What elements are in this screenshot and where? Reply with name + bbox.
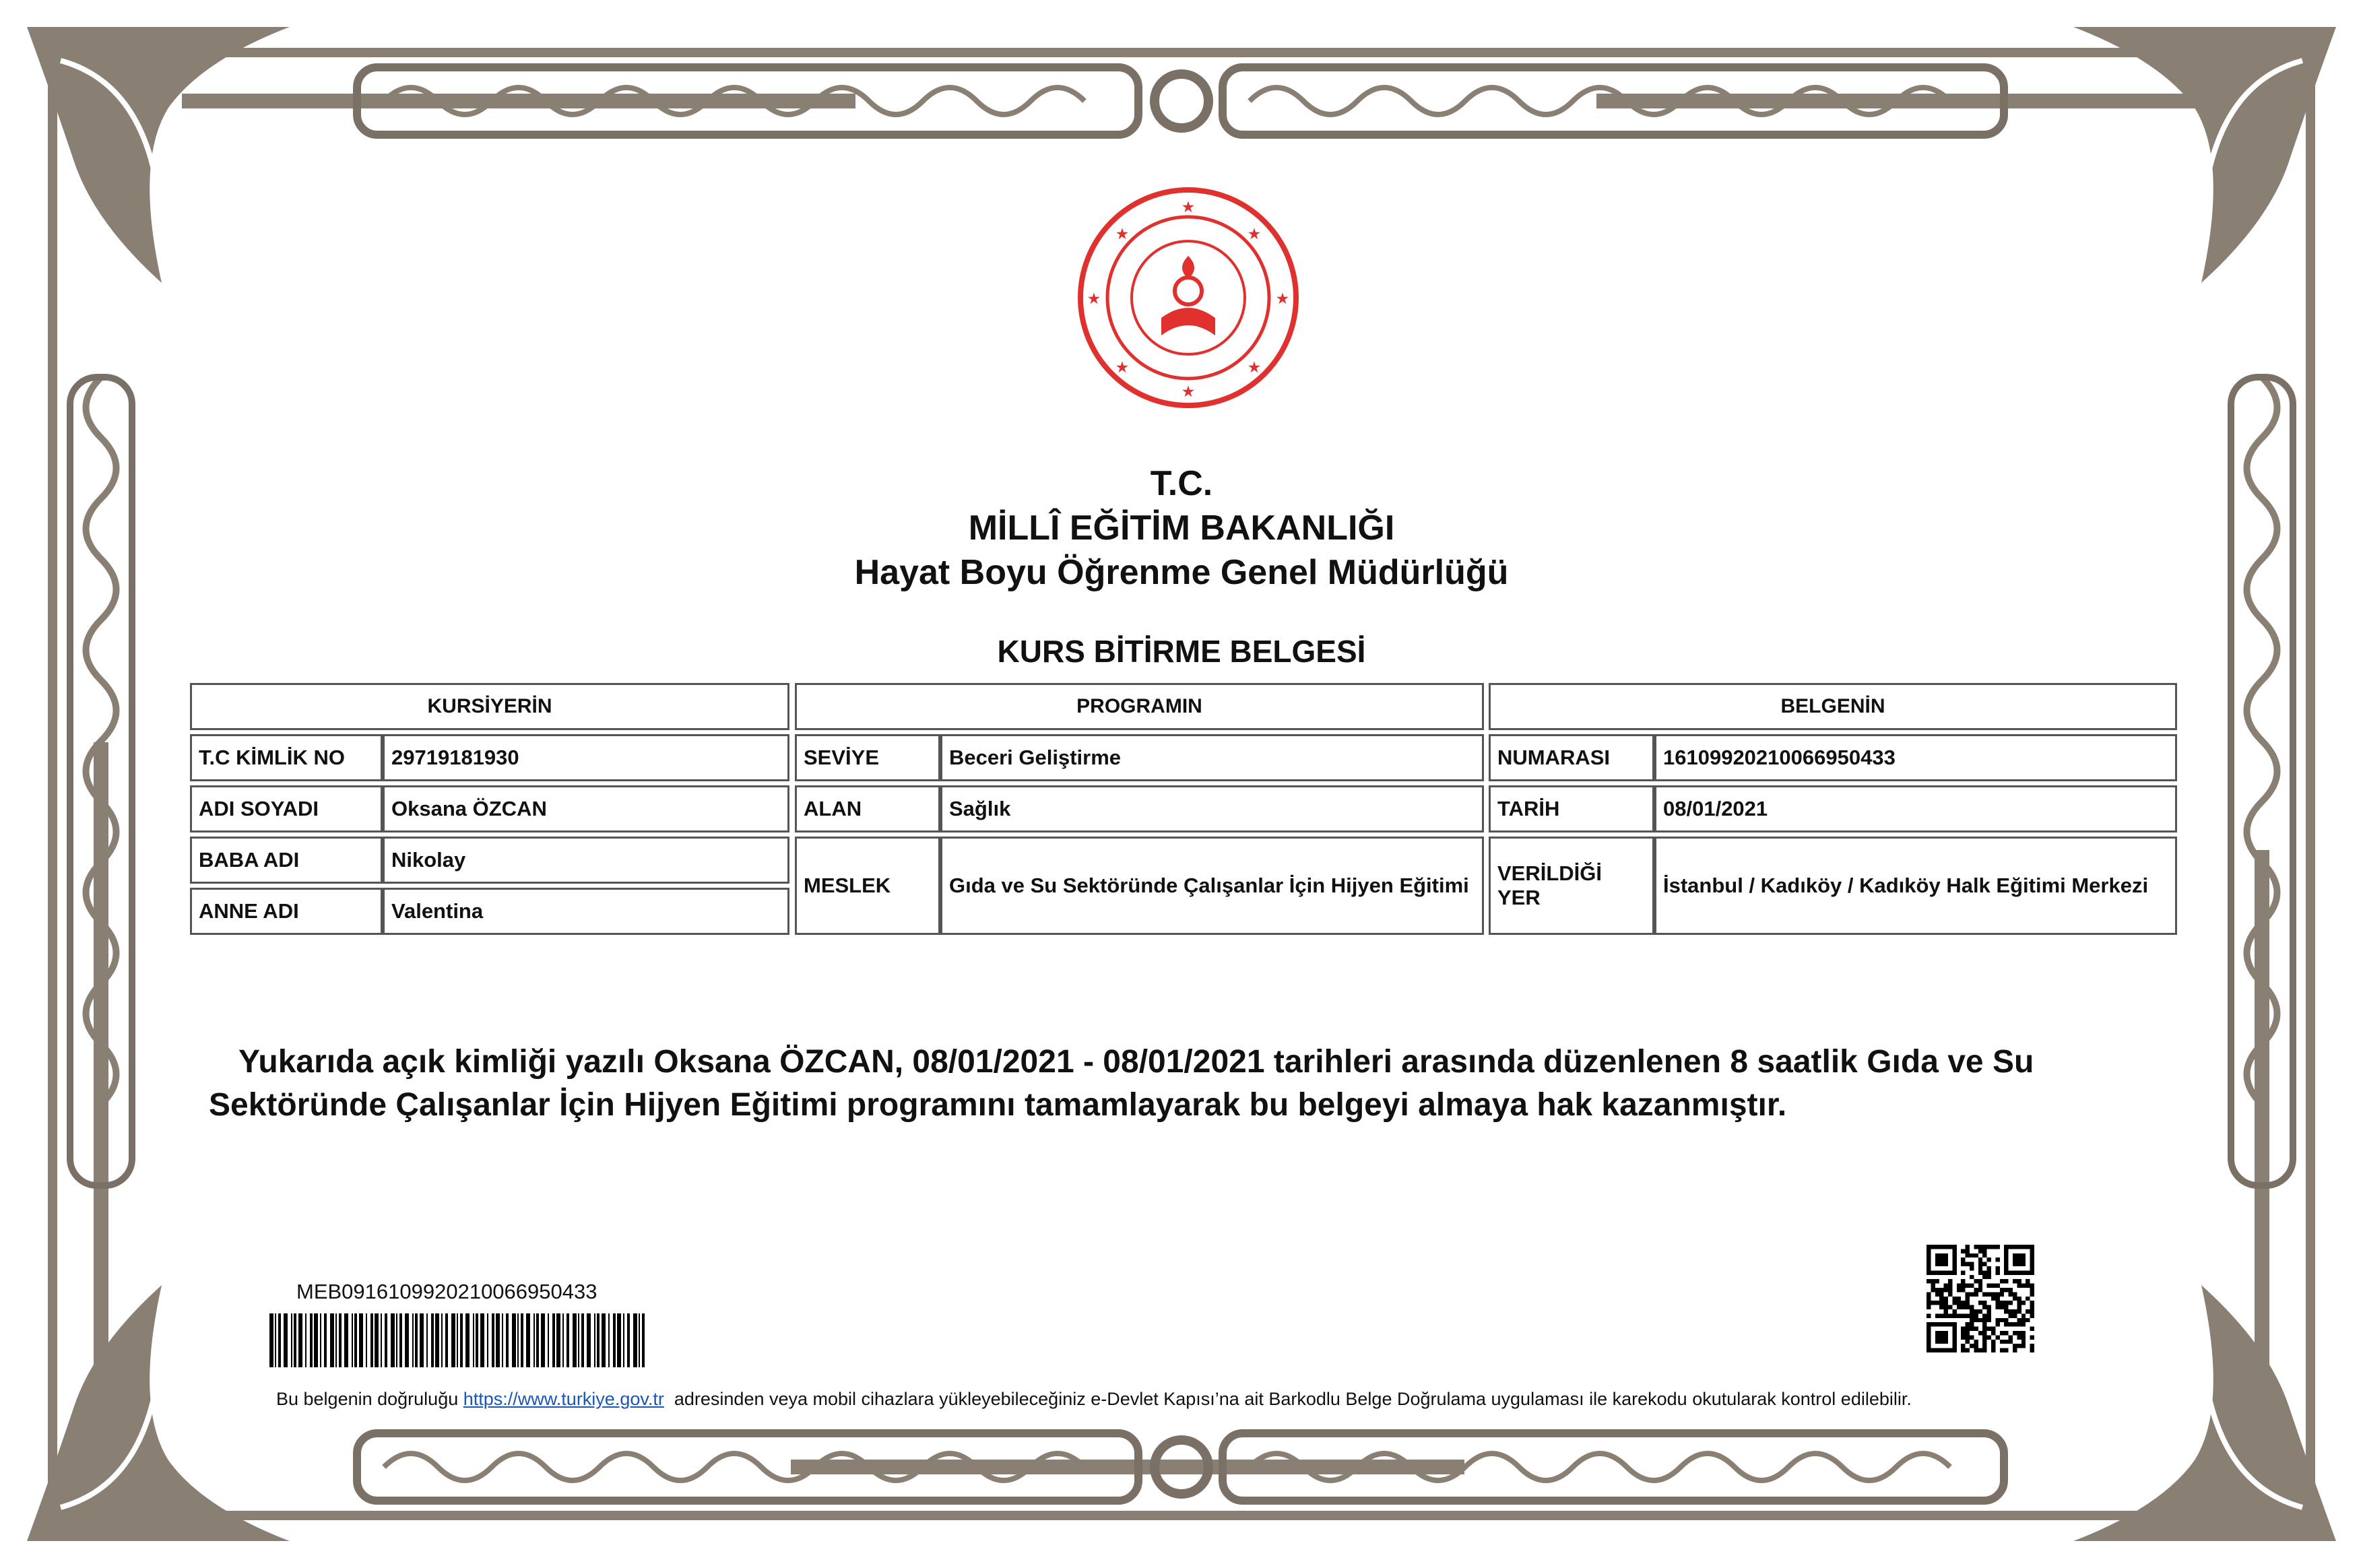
row-value: 16109920210066950433 xyxy=(1654,734,2177,781)
row-value: İstanbul / Kadıköy / Kadıköy Halk Eğitimi Merkezi xyxy=(1654,837,2177,935)
row-label: NUMARASI xyxy=(1489,734,1654,781)
table-row xyxy=(1489,785,2177,832)
certificate-heading: BELGENİN xyxy=(1489,683,2177,730)
table-row xyxy=(1489,837,2177,935)
trainee-table xyxy=(190,679,789,939)
seal-emblem xyxy=(1074,183,1303,412)
certificate-statement: Yukarıda açık kimliği yazılı Oksana ÖZCAN, 08/01/2021 - 08/01/2021 tarihleri arasında düzenlenen 8 saatlik Gıda ve Su Sektöründe Çalışanlar İçin Hijyen Eğitimi programını tamamlayarak bu belgeyi almaya hak kazanmıştır. xyxy=(209,1044,2034,1123)
ministry-name: MİLLÎ EĞİTİM BAKANLIĞI xyxy=(968,509,1395,548)
program-heading: PROGRAMIN xyxy=(795,683,1484,730)
program-table xyxy=(795,679,1484,939)
svg-text:★: ★ xyxy=(1088,292,1100,306)
barcode-graphic xyxy=(269,1313,647,1367)
verification-prefix: Bu belgenin doğruluğu xyxy=(276,1389,459,1409)
svg-text:★: ★ xyxy=(1248,227,1260,242)
trainee-heading: KURSİYERİN xyxy=(190,683,789,730)
table-row xyxy=(795,837,1484,935)
svg-text:★: ★ xyxy=(1276,292,1289,306)
row-label: MESLEK xyxy=(795,837,940,935)
certificate-table xyxy=(1489,679,2177,939)
row-label: ADI SOYADI xyxy=(190,785,383,832)
row-label: ALAN xyxy=(795,785,940,832)
verification-suffix: adresinden veya mobil cihazlara yükleyebileceğiniz e-Devlet Kapısı’na ait Barkodlu Belge Doğrulama uygulaması ile karekodu okutularak kontrol edilebilir. xyxy=(674,1389,1912,1409)
row-label: TARİH xyxy=(1489,785,1654,832)
row-value: 29719181930 xyxy=(383,734,789,781)
table-row xyxy=(1489,734,2177,781)
table-row xyxy=(190,888,789,935)
directorate-name: Hayat Boyu Öğrenme Genel Müdürlüğü xyxy=(854,553,1509,592)
row-label: T.C KİMLİK NO xyxy=(190,734,383,781)
row-label: BABA ADI xyxy=(190,837,383,884)
verification-note xyxy=(276,1389,1912,1410)
row-value: Oksana ÖZCAN xyxy=(383,785,789,832)
row-value: Nikolay xyxy=(383,837,789,884)
serial-number: MEB0916109920210066950433 xyxy=(296,1280,597,1303)
row-value: Valentina xyxy=(383,888,789,935)
row-value: Gıda ve Su Sektöründe Çalışanlar İçin Hijyen Eğitimi xyxy=(940,837,1484,935)
table-row xyxy=(190,734,789,781)
row-value: 08/01/2021 xyxy=(1654,785,2177,832)
table-row xyxy=(190,837,789,884)
row-value: Sağlık xyxy=(940,785,1484,832)
table-row xyxy=(795,734,1484,781)
svg-text:★: ★ xyxy=(1116,360,1128,375)
svg-text:★: ★ xyxy=(1116,227,1128,242)
header-tc: T.C. xyxy=(1150,464,1213,503)
verification-link[interactable]: https://www.turkiye.gov.tr xyxy=(463,1389,664,1409)
table-row xyxy=(795,785,1484,832)
row-label: SEVİYE xyxy=(795,734,940,781)
row-label: ANNE ADI xyxy=(190,888,383,935)
table-row xyxy=(190,785,789,832)
row-label: VERİLDİĞİ YER xyxy=(1489,837,1654,935)
svg-text:★: ★ xyxy=(1248,360,1260,375)
svg-text:★: ★ xyxy=(1182,200,1194,215)
document-title: KURS BİTİRME BELGESİ xyxy=(997,634,1366,669)
qr-code-graphic xyxy=(1927,1245,2034,1352)
row-value: Beceri Geliştirme xyxy=(940,734,1484,781)
svg-text:★: ★ xyxy=(1182,385,1194,399)
